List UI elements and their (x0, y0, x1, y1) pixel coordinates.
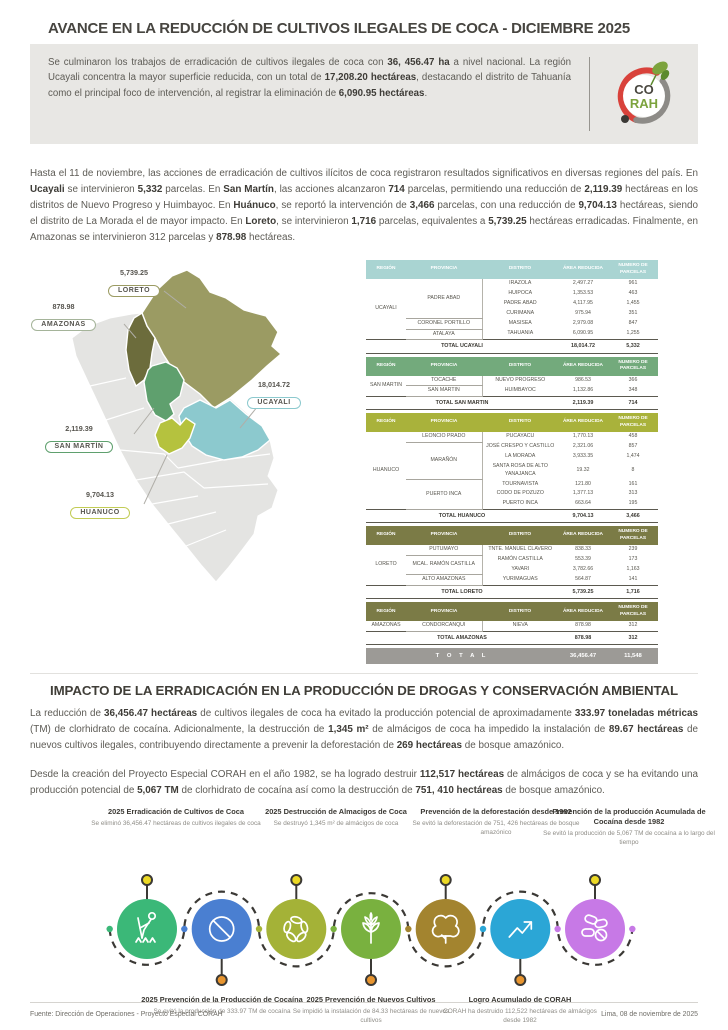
province-cell: PADRE ABAD (406, 279, 482, 318)
parcels-cell: 313 (628, 490, 638, 497)
column-header: PROVINCIA (430, 532, 458, 538)
map-label-amazonas (11, 302, 116, 331)
province-cell: CONDORCANQUI (406, 621, 482, 631)
map-label-pill: HUANUCO (70, 507, 129, 519)
table-section-header (366, 413, 658, 432)
column-header: NUMERO DE PARCELAS (618, 605, 648, 617)
table-row (366, 279, 658, 289)
total-parcels: 5,332 (608, 340, 658, 353)
table-row (366, 575, 658, 586)
total-parcels: 312 (608, 632, 658, 645)
table-row (366, 442, 658, 452)
table-row (366, 318, 658, 329)
timeline-dot (405, 926, 411, 932)
map-label-value: 18,014.72 (258, 380, 290, 390)
district-cell: PUERTO INCA (482, 499, 558, 509)
pin-icon (590, 875, 600, 885)
total-label: TOTAL UCAYALI (366, 340, 558, 353)
timeline-circle-7 (565, 899, 625, 959)
area-cell: 986.53 (575, 376, 591, 383)
page-footer (30, 1002, 698, 1018)
parcels-cell: 463 (628, 289, 638, 296)
parcels-cell: 458 (628, 433, 638, 440)
timeline-item-title: Logro Acumulado de CORAH (468, 995, 572, 1005)
map-label-loreto (84, 268, 184, 297)
district-cell: PUCAYACU (482, 432, 558, 442)
total-label: TOTAL AMAZONAS (366, 632, 558, 645)
area-cell: 6,090.95 (572, 330, 594, 337)
map-label-pill: LORETO (108, 285, 160, 297)
timeline-item-desc: Se eliminó 36,456.47 hectáreas de cultivos ilegales de coca (91, 820, 261, 828)
pin-icon (515, 975, 525, 985)
district-cell: HUIMBAYOC (482, 386, 558, 397)
timeline-circle-1 (117, 899, 177, 959)
table-row (366, 555, 658, 565)
total-area: 18,014.72 (558, 340, 608, 353)
district-cell: RAMÓN CASTILLA (482, 555, 558, 565)
total-label: TOTAL HUANUCO (366, 510, 558, 523)
table-section-header (366, 602, 658, 621)
area-cell: 1,353.53 (572, 289, 594, 296)
impact-paragraph-1: La reducción de 36,456.47 hectáreas de cultivos ilegales de coca ha evitado la producción potencial de aproximadamente 333.97 toneladas métricas (TM) de clorhidrato de cocaína. Adicionalmente, la destrucción de 1,345 m² de almácigos de coca ha impedido la instalación de 89.67 hectáreas de nuevos cultivos ilegales, contribuyendo directamente a prevenir la deforestación de 269 hectáreas de bosque amazónico. (30, 708, 699, 752)
area-cell: 663.64 (575, 500, 591, 507)
area-cell: 838.33 (575, 546, 591, 553)
area-cell: 19.32 (576, 466, 590, 473)
table-total-row (366, 340, 658, 353)
column-header: NUMERO DE PARCELAS (618, 359, 648, 372)
total-area: 5,739.25 (558, 586, 608, 599)
timeline-dot (480, 926, 486, 932)
district-cell: PADRE ABAD (482, 299, 558, 309)
area-cell: 878.98 (575, 622, 591, 629)
column-header: ÁREA REDUCIDA (562, 419, 604, 425)
timeline-top-item-4 (538, 807, 720, 847)
banner-divider (589, 57, 590, 131)
map-label-value: 5,739.25 (120, 268, 148, 278)
timeline-dot (256, 926, 262, 932)
footer-source: Fuente: Dirección de Operaciones - Proyecto Especial CORAH (30, 1011, 223, 1018)
corah-logo-icon (605, 55, 683, 133)
timeline-dot (330, 926, 336, 932)
parcels-cell: 1,255 (626, 330, 640, 337)
regions-table-wrap (366, 260, 658, 664)
timeline-graphic (0, 871, 728, 991)
region-cell: HUANUCO (372, 466, 400, 473)
column-header: REGIÓN (376, 532, 396, 538)
total-label: TOTAL LORETO (366, 586, 558, 599)
area-cell: 553.39 (575, 556, 591, 563)
total-parcels: 1,716 (608, 586, 658, 599)
table-total-row (366, 510, 658, 523)
map-label-huanuco (50, 490, 150, 519)
column-header: DISTRITO (508, 419, 532, 425)
table-section-header (366, 357, 658, 376)
district-cell: HUIPOCA (482, 289, 558, 299)
timeline-dot (554, 926, 560, 932)
column-header: DISTRITO (508, 362, 532, 368)
page-title: AVANCE EN LA REDUCCIÓN DE CULTIVOS ILEGALES DE COCA - DICIEMBRE 2025 (48, 20, 631, 37)
table-section-header (366, 260, 658, 279)
timeline-dot (629, 926, 635, 932)
pin-icon (291, 875, 301, 885)
map-label-pill: SAN MARTÍN (45, 441, 114, 453)
district-cell: YURIMAGUAS (482, 575, 558, 586)
map-label-san-martin (29, 424, 129, 453)
district-cell: TOURNAVISTA (482, 480, 558, 490)
area-cell: 2,979.08 (572, 319, 594, 326)
column-header: PROVINCIA (430, 419, 458, 425)
parcels-cell: 8 (631, 466, 635, 473)
parcels-cell: 1,163 (626, 566, 640, 573)
parcels-cell: 239 (628, 546, 638, 553)
column-header: NUMERO DE PARCELAS (618, 529, 648, 541)
timeline-circle-3 (266, 899, 326, 959)
area-cell: 2,497.27 (572, 280, 594, 287)
map-label-ucayali (224, 380, 324, 409)
timeline-item-title: 2025 Prevención de Nuevos Cultivos (306, 995, 436, 1005)
parcels-cell: 847 (628, 319, 638, 326)
column-header: ÁREA REDUCIDA (562, 608, 604, 614)
parcels-cell: 195 (628, 500, 638, 507)
parcels-cell: 366 (628, 376, 638, 383)
table-row (366, 480, 658, 490)
parcels-cell: 961 (628, 280, 638, 287)
district-cell: SANTA ROSA DE ALTO YANAJANCA (482, 462, 558, 480)
grand-total-area: 36,456.47 (558, 648, 608, 664)
timeline-item-title: Prevención de la deforestación desde 1982 (420, 807, 572, 817)
intro-paragraph: Hasta el 11 de noviembre, las acciones de erradicación de cultivos ilícitos de coca registraron resultados significativos en diversas regiones del país. En Ucayali se intervinieron 5,332 parcelas. En San Martín, las acciones alcanzaron 714 parcelas, permitiendo una reducción de 2,119.39 hectáreas en los distritos de Nuevo Progreso y Huimbayoc. En Huánuco, se reportó la intervención de 3,466 parcelas, con una reducción de 9,704.13 hectáreas, siendo el distrito de La Morada el de mayor impacto. En Loreto, se intervinieron 1,716 parcelas, equivalentes a 5,739.25 hectáreas erradicadas. Finalmente, en Amazonas se intervinieron 312 parcelas y 878.98 hectáreas. (30, 168, 698, 244)
total-parcels: 714 (608, 397, 658, 410)
timeline-item-title: 2025 Erradicación de Cultivos de Coca (108, 807, 244, 817)
district-cell: JOSÉ CRESPO Y CASTILLO (482, 442, 558, 452)
province-cell: MARAÑÓN (406, 442, 482, 479)
total-area: 2,119.39 (558, 397, 608, 410)
impact-title: IMPACTO DE LA ERRADICACIÓN EN LA PRODUCCIÓN DE DROGAS Y CONSERVACIÓN AMBIENTAL (49, 683, 679, 699)
table-row (366, 621, 658, 631)
area-cell: 121.80 (575, 480, 591, 487)
column-header: DISTRITO (508, 266, 532, 272)
table-row (366, 329, 658, 340)
column-header: PROVINCIA (430, 266, 458, 272)
column-header: PROVINCIA (430, 362, 458, 368)
area-cell: 3,782.66 (572, 566, 594, 573)
peru-map (14, 258, 360, 598)
map-label-pill: AMAZONAS (31, 319, 95, 331)
regions-table (366, 260, 658, 664)
parcels-cell: 1,474 (626, 453, 640, 460)
summary-text: Se culminaron los trabajos de erradicación de cultivos ilegales de coca con 36, 456.47 ha a nivel nacional. La región Ucayali concentra la mayor superficie reducida, con un total de 17,208.20 hectáreas, destacando el distrito de Tahuanía como el principal foco de intervención, al registrar la eliminación de 6,090.95 hectáreas. (48, 57, 571, 99)
column-header: REGIÓN (376, 608, 396, 614)
district-cell: YAVARI (482, 565, 558, 575)
area-cell: 1,770.13 (572, 433, 594, 440)
timeline-item-title: 2025 Prevención de la Producción de Cocaína (141, 995, 303, 1005)
grand-total-parcels: 11,548 (608, 648, 658, 664)
column-header: REGIÓN (376, 362, 396, 368)
pin-icon (441, 875, 451, 885)
impact-paragraph-2: Desde la creación del Proyecto Especial CORAH en el año 1982, se ha logrado destruir 112,517 hectáreas de almácigos de coca y se ha evitando una producción potencial de 5,067 TM de clorhidrato de cocaína así como la destrucción de 751, 410 hectáreas de bosque amazónico. (30, 769, 698, 797)
district-cell: MASISEA (482, 318, 558, 329)
section-divider (30, 673, 698, 674)
district-cell: TAHUANIA (482, 329, 558, 340)
summary-banner (30, 44, 698, 144)
district-cell: LA MORADA (482, 452, 558, 462)
parcels-cell: 1,455 (626, 299, 640, 306)
timeline-item-desc: CORAH ha destruido 112,522 hectáreas de almácigos desde 1982 (443, 1008, 597, 1024)
region-cell: UCAYALI (375, 305, 397, 312)
map-label-pill: UCAYALI (247, 397, 300, 409)
timeline-section (0, 807, 728, 1023)
map-label-value: 2,119.39 (65, 424, 93, 434)
table-row (366, 386, 658, 397)
province-cell: ALTO AMAZONAS (406, 575, 482, 586)
pin-icon (217, 975, 227, 985)
logo-badge (621, 115, 629, 123)
parcels-cell: 857 (628, 443, 638, 450)
parcels-cell: 173 (628, 556, 638, 563)
total-area: 9,704.13 (558, 510, 608, 523)
parcels-cell: 312 (628, 622, 638, 629)
region-cell: AMAZONAS (371, 622, 401, 629)
province-cell: CORONEL PORTILLO (406, 318, 482, 329)
district-cell: IRAZOLA (482, 279, 558, 289)
column-header: ÁREA REDUCIDA (562, 532, 604, 538)
timeline-item-desc: Se evitó la producción de 333.97 TM de cocaína (153, 1008, 291, 1016)
total-parcels: 3,466 (608, 510, 658, 523)
table-total-row (366, 632, 658, 645)
table-grand-total-row (366, 648, 658, 664)
timeline-item-title: 2025 Destrucción de Almacigos de Coca (265, 807, 407, 817)
table-total-row (366, 586, 658, 599)
map-label-value: 878.98 (52, 302, 75, 312)
province-cell: SAN MARTIN (406, 386, 482, 397)
province-cell: ATALAYA (406, 329, 482, 340)
timeline-circle-5 (416, 899, 476, 959)
parcels-cell: 348 (628, 387, 638, 394)
pin-icon (366, 975, 376, 985)
timeline-item-desc: Se evitó la deforestación de 751, 426 hectáreas de bosque amazónico (412, 820, 580, 836)
timeline-top-item-2 (252, 807, 420, 829)
district-cell: CURIMANA (482, 309, 558, 319)
timeline-item-desc: Se impidió la instalación de 84.33 hectáreas de nuevos cultivos (292, 1008, 450, 1024)
province-cell: TOCACHE (406, 376, 482, 386)
region-cell: LORETO (375, 561, 397, 568)
area-cell: 4,117.95 (573, 299, 593, 306)
district-cell: CODO DE POZUZO (482, 489, 558, 499)
table-total-row (366, 397, 658, 410)
grand-total-label: T O T A L (366, 648, 558, 664)
district-cell: NUEVO PROGRESO (482, 376, 558, 386)
parcels-cell: 351 (628, 309, 638, 316)
province-cell: PUTUMAYO (406, 545, 482, 555)
logo-text-rah: RAH (629, 96, 659, 111)
area-cell: 975.94 (575, 309, 591, 316)
area-cell: 1,132.86 (572, 387, 594, 394)
column-header: PROVINCIA (430, 608, 458, 614)
map-table-section (14, 258, 698, 664)
region-cell: SAN MARTIN (370, 381, 402, 388)
column-header: DISTRITO (508, 532, 532, 538)
map-label-value: 9,704.13 (86, 490, 114, 500)
timeline-circle-6 (490, 899, 550, 959)
footer-date: Lima, 08 de noviembre de 2025 (601, 1011, 698, 1018)
column-header: NUMERO DE PARCELAS (618, 416, 648, 428)
total-label: TOTAL SAN MARTIN (366, 397, 558, 410)
area-cell: 3,933.35 (572, 453, 594, 460)
district-cell: TNTE. MANUEL CLAVERO (482, 545, 558, 555)
area-cell: 2,321.06 (572, 443, 594, 450)
table-row (366, 432, 658, 442)
area-cell: 1,377.13 (572, 490, 594, 497)
column-header: ÁREA REDUCIDA (562, 266, 604, 272)
timeline-item-title: Prevención de la producción Acumulada de Cocaína desde 1982 (552, 807, 706, 827)
timeline-dot (181, 926, 187, 932)
column-header: NUMERO DE PARCELAS (618, 263, 648, 275)
district-cell: NIEVA (482, 621, 558, 631)
column-header: DISTRITO (508, 608, 532, 614)
timeline-top-item-1 (90, 807, 262, 829)
area-cell: 564.87 (575, 576, 591, 583)
timeline-item-desc: Se destruyó 1,345 m² de almácigos de coca (273, 820, 399, 828)
pin-icon (142, 875, 152, 885)
corah-logo (602, 55, 686, 133)
column-header: REGIÓN (376, 266, 396, 272)
province-cell: PUERTO INCA (406, 480, 482, 510)
logo-text-co: CO (634, 82, 654, 97)
table-section-header (366, 526, 658, 545)
province-cell: LEONCIO PRADO (406, 432, 482, 442)
total-area: 878.98 (558, 632, 608, 645)
parcels-cell: 141 (628, 576, 638, 583)
column-header: REGIÓN (376, 419, 396, 425)
table-row (366, 545, 658, 555)
timeline-dot (106, 926, 112, 932)
column-header: ÁREA REDUCIDA (562, 362, 604, 368)
timeline-item-desc: Se evitó la producción de 5,067 TM de cocaína a lo largo del tiempo (543, 829, 715, 846)
table-row (366, 376, 658, 386)
parcels-cell: 161 (628, 480, 638, 487)
province-cell: MCAL. RAMÓN CASTILLA (406, 555, 482, 575)
